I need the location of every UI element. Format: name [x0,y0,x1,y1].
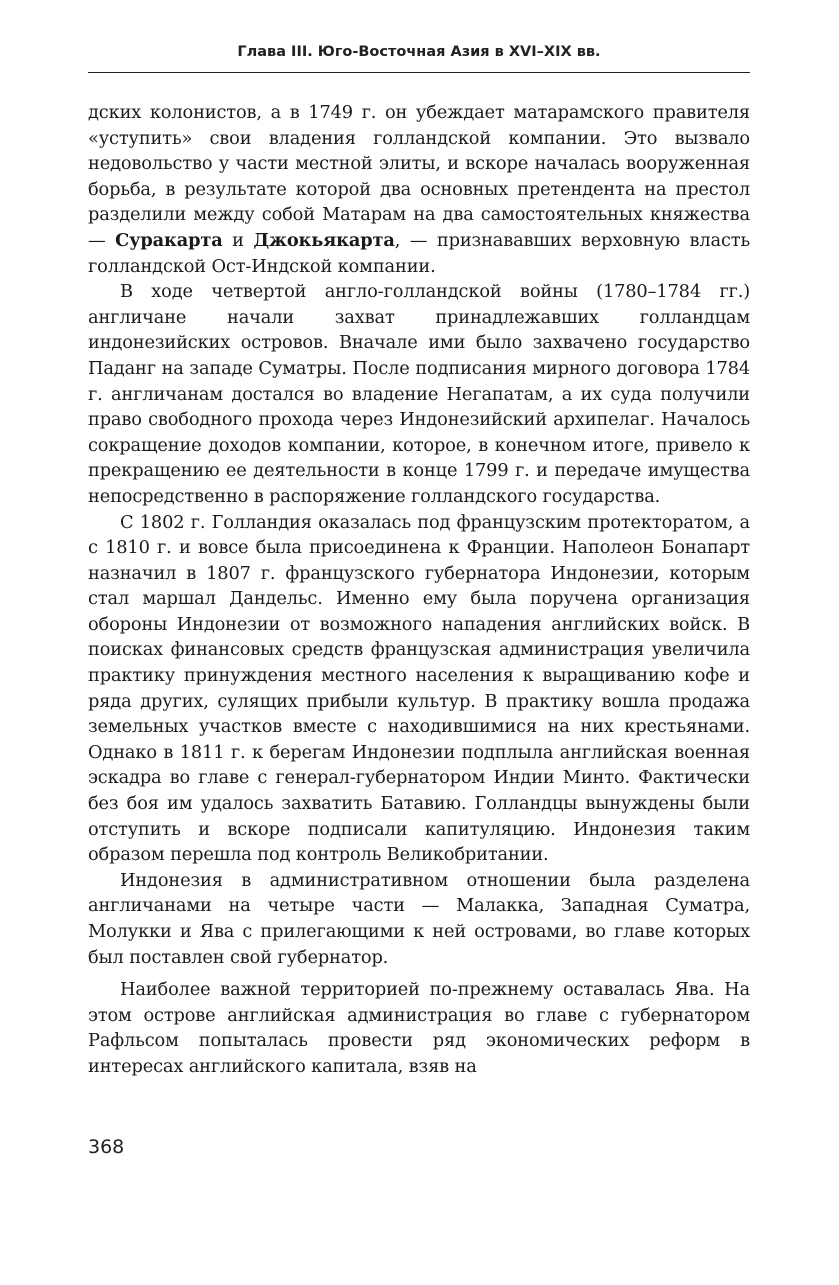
term-djokjakarta: Джокьякарта [253,229,395,251]
paragraph-2: В ходе четвертой англо-голландской войны (1780–1784 гг.) англичане начали захват принадлежавших голландцам индонезийских островов. Вначале ими было захвачено государство Паданг на западе Суматры. После подписания мирного договора 1784 г. англичанам достался во владение Негапатам, а их суда получили право свободного прохода через Индонезийский архипелаг. Началось сокращение доходов компании, которое, в конечном итоге, привело к прекращению ее деятельности в конце 1799 г. и передаче имущества непосредственно в распоряжение голландского государства. [88,281,750,507]
paragraph-1-text: дских колонистов, а в 1749 г. он убеждает матарамского правителя «уступить» свои владения голландской компании. Это вызвало недовольство у части местной элиты, и вскоре началась вооруженная борьба, в результате которой два основных претендента на престол разделили между собой Матарам на два самостоятельных княжества — [88,102,750,251]
paragraph-4: Индонезия в административном отношении была разделена англичанами на четыре части — Малакка, Западная Суматра, Молукки и Ява с прилегающими к ней островами, во главе которых был поставлен свой губернатор. [88,869,750,968]
page-number: 368 [88,1136,125,1158]
term-surakarta: Суракарта [115,229,223,251]
paragraph-1-ending: , — признававших верховную власть голландской Ост-Индской компании. [88,229,750,277]
paragraph-1-conjunction: и [222,229,254,251]
paragraph-5: Наиболее важной территорией по-прежнему оставалась Ява. На этом острове английская администрация во главе с губернатором Рафльсом попыталась провести ряд экономических реформ в интересах английского капитала, взяв на [88,979,750,1077]
header-rule [88,72,750,73]
body-text [88,100,750,1080]
paragraph-3: С 1802 г. Голландия оказалась под французским протекторатом, а с 1810 г. и вовсе была присоединена к Франции. Наполеон Бонапарт назначил в 1807 г. французского губернатора Индонезии, которым стал маршал Дандельс. Именно ему была поручена организация обороны Индонезии от возможного нападения английских войск. В поисках финансовых средств французская администрация увеличила практику принуждения местного населения к выращиванию кофе и ряда других, сулящих прибыли культур. В практику вошла продажа земельных участков вместе с находившимися на них крестьянами. Однако в 1811 г. к берегам Индонезии подплыла английская военная эскадра во главе с генерал-губернатором Индии Минто. Фактически без боя им удалось захватить Батавию. Голландцы вынуждены были отступить и вскоре подписали капитуляцию. Индонезия таким образом перешла под контроль Великобритании. [88,511,750,866]
running-head: Глава III. Юго-Восточная Азия в XVI–XIX вв. [237,44,601,60]
paragraph-1 [88,100,750,279]
